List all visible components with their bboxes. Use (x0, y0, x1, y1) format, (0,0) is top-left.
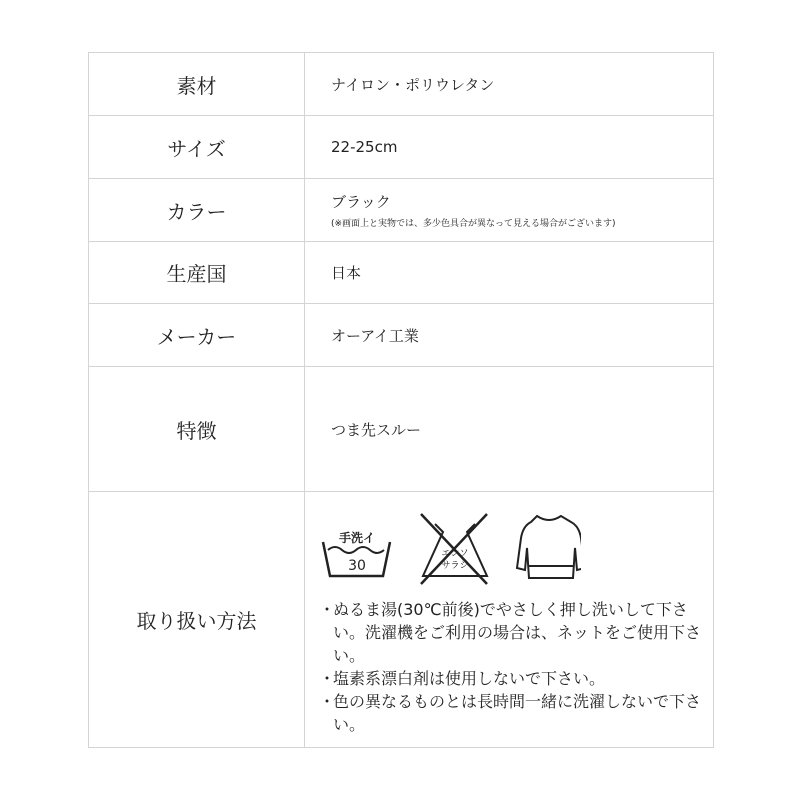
spec-row-care (89, 491, 713, 747)
product-spec-table (88, 52, 714, 748)
spec-label: 素材 (89, 53, 305, 115)
spec-row-origin (89, 241, 713, 303)
spec-row-color (89, 178, 713, 241)
care-text: ぬるま湯(30℃前後)でやさしく押し洗いして下さい。洗濯機をご利用の場合は、ネットをご使用下さい。 (333, 600, 702, 665)
care-symbols-svg (321, 510, 581, 590)
list-item (319, 690, 703, 736)
bullet: ・ (319, 692, 336, 711)
wash-temp: 30 (348, 558, 366, 574)
spec-row-size (89, 115, 713, 178)
spec-label: 取り扱い方法 (89, 492, 305, 747)
list-item (319, 667, 703, 690)
spec-label: メーカー (89, 304, 305, 366)
hand-wash-30-icon (323, 530, 390, 576)
care-symbols (321, 510, 581, 594)
spec-row-maker (89, 303, 713, 366)
spec-row-features (89, 366, 713, 491)
spec-label: 生産国 (89, 242, 305, 303)
bullet: ・ (319, 669, 336, 688)
no-chlorine-bleach-icon (421, 514, 487, 584)
spec-value: 22-25cm (331, 138, 398, 156)
flat-dry-icon (517, 516, 581, 578)
spec-value: ナイロン・ポリウレタン (331, 75, 495, 94)
spec-label: カラー (89, 179, 305, 241)
care-text: 色の異なるものとは長時間一緒に洗濯しないで下さい。 (333, 692, 702, 734)
spec-label: サイズ (89, 116, 305, 178)
spec-value: オーアイ工業 (331, 326, 419, 345)
color-note: (※画面上と実物では、多少色具合が異なって見える場合がございます) (331, 219, 616, 229)
spec-row-material (89, 53, 713, 115)
spec-label: 特徴 (89, 367, 305, 491)
spec-value: ブラック (331, 193, 391, 211)
care-list (319, 598, 703, 736)
care-instructions (305, 492, 713, 747)
wash-text: 手洗イ (338, 531, 376, 545)
bleach-text-1: エンソ (441, 549, 469, 559)
list-item (319, 598, 703, 667)
spec-value: つま先スルー (331, 420, 422, 439)
spec-value: 日本 (331, 264, 362, 282)
care-text: 塩素系漂白剤は使用しないで下さい。 (333, 669, 606, 688)
bleach-text-2: サラシ (441, 561, 469, 571)
bullet: ・ (319, 600, 336, 619)
